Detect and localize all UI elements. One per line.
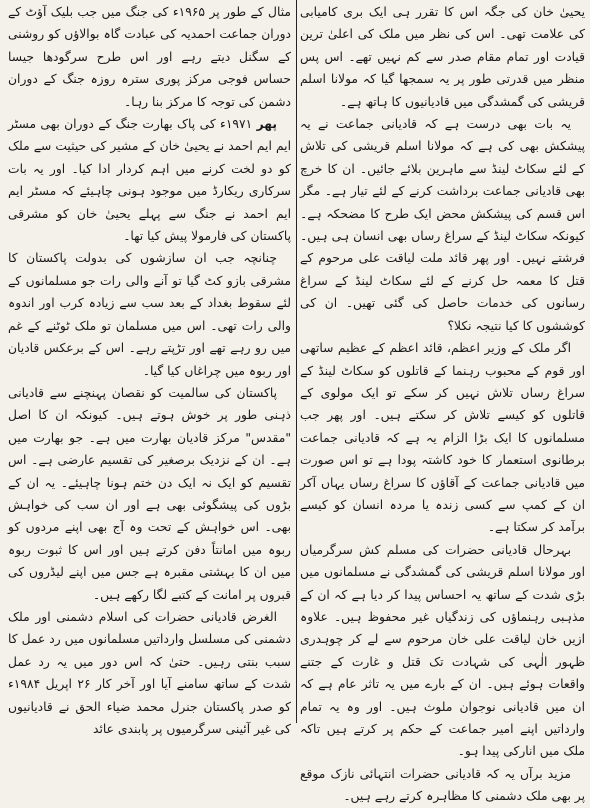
right-para-2-text: یہ بات بھی درست ہے کہ قادیانی جماعت نے یہ پیشکش بھی کی ہے کہ مولانا اسلم قریشی کی تلاش کے لئے سکاٹ لینڈ سے ماہرین بلائے جائیں۔ ان کا خرچ بھی قادیانی جماعت برداشت کرنے کے لئے تیار ہے۔ مگر اس قسم کی پیشکش محض ایک طرح کا مضحکہ ہے۔ کیونکہ سکاٹ لینڈ کے سراغ رساں بھی انسان ہی ہیں۔ فرشتے نہیں۔ اور پھر قائد ملت لیاقت علی مرحوم کے قتل کا معمہ حل کرنے کے لئے سکاٹ لینڈ کے سراغ رسانوں کی خدمات حاصل کی گئی تھیں۔ ان کی کوششوں کا کیا نتیجہ نکلا؟ [300, 117, 585, 333]
left-para-3-text: چنانچہ جب ان سازشوں کی بدولت پاکستان کا مشرقی بازو کٹ گیا تو آنے والی رات جو مسلمانوں کے لئے سقوط بغداد کے بعد سب سے زیادہ کرب اور اندوہ والی رات تھی۔ اس میں مسلمان تو ملک ٹوٹنے کے غم میں رو رہے تھے اور تڑپتے رہے۔ اس کے برعکس قادیان اور ربوہ میں چراغاں کیا گیا۔ [8, 251, 291, 378]
right-para-1-text: یحییٰ خان کی جگہ اس کا تقرر ہی ایک بری کامیابی کی علامت تھی۔ اس کی نظر میں ملک کی اعلیٰ ترین قیادت اور تمام مقام صدر سے کم نہیں تھے۔ اس پس منظر میں قدرتی طور پر یہ سمجھا گیا کہ مولانا اسلم قریشی کی گمشدگی میں قادیانیوں کا ہاتھ ہے۔ [300, 5, 585, 109]
left-para-4 [8, 382, 291, 606]
right-para-3 [300, 337, 585, 539]
right-para-1 [300, 1, 585, 113]
left-para-2-text: ۱۹۷۱ء کی پاک بھارت جنگ کے دوران بھی مسٹر ایم ایم احمد نے یحییٰ خان کے مشیر کی حیثیت سے ملک کو دو لخت کرنے میں اہم کردار ادا کیا۔ اور یہ بات سرکاری ریکارڈ میں موجود ہونی چاہیئے کہ مسٹر ایم ایم احمد نے جنگ سے پہلے یحییٰ خان کو مشرقی پاکستان کی فارمولا پیش کیا تھا۔ [8, 117, 291, 244]
left-para-5-text: الغرض قادیانی حضرات کی اسلام دشمنی اور ملک دشمنی کی مسلسل وارداتیں مسلمانوں میں رد عمل کا سبب بنتی رہیں۔ حتیٰ کہ اس دور میں یہ رد عمل شدت کے ساتھ سامنے آیا اور آخر کار ۲۶ اپریل ۱۹۸۴ء کو صدر پاکستان جنرل محمد ضیاء الحق نے قادیانیوں کی غیر آئینی سرگرمیوں پر پابندی عائد [8, 609, 291, 736]
left-column [8, 0, 291, 736]
right-column [300, 0, 585, 804]
left-para-4-text: پاکستان کی سالمیت کو نقصان پہنچنے سے قادیانی ذہنی طور پر خوش ہوتے ہیں۔ کیونکہ ان کا اصل "مقدس" مرکز قادیان بھارت میں ہے۔ جو بھارت میں ہے۔ ان کے نزدیک برصغیر کی تقسیم عارضی ہے۔ اس تقسیم کو ایک نہ ایک دن ختم ہونا چاہیئے۔ یہ ان کے بڑوں کی پیشگوئی بھی ہے اور ان سب کی خواہش بھی۔ اس خواہش کے تحت وہ آج بھی اپنے مردوں کو ربوہ میں امانتاً دفن کرتے ہیں اور اس کا ثبوت ربوہ میں ان کا بہشتی مقبرہ ہے جس میں اپنے لیڈروں کی قبروں پر امانت کے کتبے لگا رکھے ہیں۔ [8, 385, 291, 602]
right-para-4-text: بہرحال قادیانی حضرات کی مسلم کش سرگرمیاں اور مولانا اسلم قریشی کی گمشدگی نے مسلمانوں میں بڑی شدت کے ساتھ یہ احساس پیدا کر دیا ہے کہ ان کے مذہبی رہنماؤں کی زندگیاں غیر محفوظ ہیں۔ علاوہ ازیں خان لیاقت علی خان مرحوم سے لے کر چوہدری ظہور الٰہی کی شہادت تک قتل و غارت کے جتنے واقعات ہوئے ہیں۔ ان کے بارے میں یہ تاثر عام ہے کہ ان میں قادیانی نوجوان ملوث ہیں۔ اور وہ یہ تمام وارداتیں اپنے امیر جماعت کے حکم پر کرتے ہیں تاکہ ملک میں انارکی پیدا ہو۔ [300, 542, 585, 759]
right-para-5 [300, 763, 585, 808]
column-divider [296, 0, 297, 723]
right-para-2 [300, 113, 585, 337]
right-para-5-text: مزید برآں یہ کہ قادیانی حضرات انتہائی نازک موقع پر بھی ملک دشمنی کا مظاہرہ کرتے رہے ہیں۔ [300, 766, 585, 804]
left-para-1-text: مثال کے طور پر ۱۹۶۵ء کی جنگ میں جب بلیک آؤٹ کے دوران جماعت احمدیہ کی عبادت گاہ بوالاؤں کو روشنی کے سگنل دیتے رہے اور اس طرح سرگودھا جیسا حساس فوجی مرکز پوری سترہ روزہ جنگ کے دوران دشمن کی توجہ کا مرکز بنا رہا۔ [8, 5, 291, 109]
left-para-5 [8, 606, 291, 740]
left-para-3 [8, 247, 291, 381]
right-para-4 [300, 539, 585, 763]
left-para-2-lead: پھر [256, 117, 277, 132]
left-para-1 [8, 1, 291, 113]
left-para-2 [8, 113, 291, 247]
right-para-3-text: اگر ملک کے وزیر اعظم، قائد اعظم کے عظیم ساتھی اور قوم کے محبوب رہنما کے قاتلوں کو سکاٹ لینڈ کے سراغ رساں تلاش نہیں کر سکے تو ایک مولوی کے قاتلوں کو کیسے تلاش کر سکتے ہیں۔ اور پھر جب مسلمانوں کا ایک بڑا الزام یہ ہے کہ قادیانی جماعت برطانوی استعمار کا خود کاشتہ پودا ہے تو اس صورت میں قادیانی جماعت کے آقاؤں کا سراغ رساں یہاں آکر ان کے کمپ سے کسی زندہ یا مردہ انسان کو کیسے برآمد کر سکتا ہے۔ [300, 341, 585, 535]
